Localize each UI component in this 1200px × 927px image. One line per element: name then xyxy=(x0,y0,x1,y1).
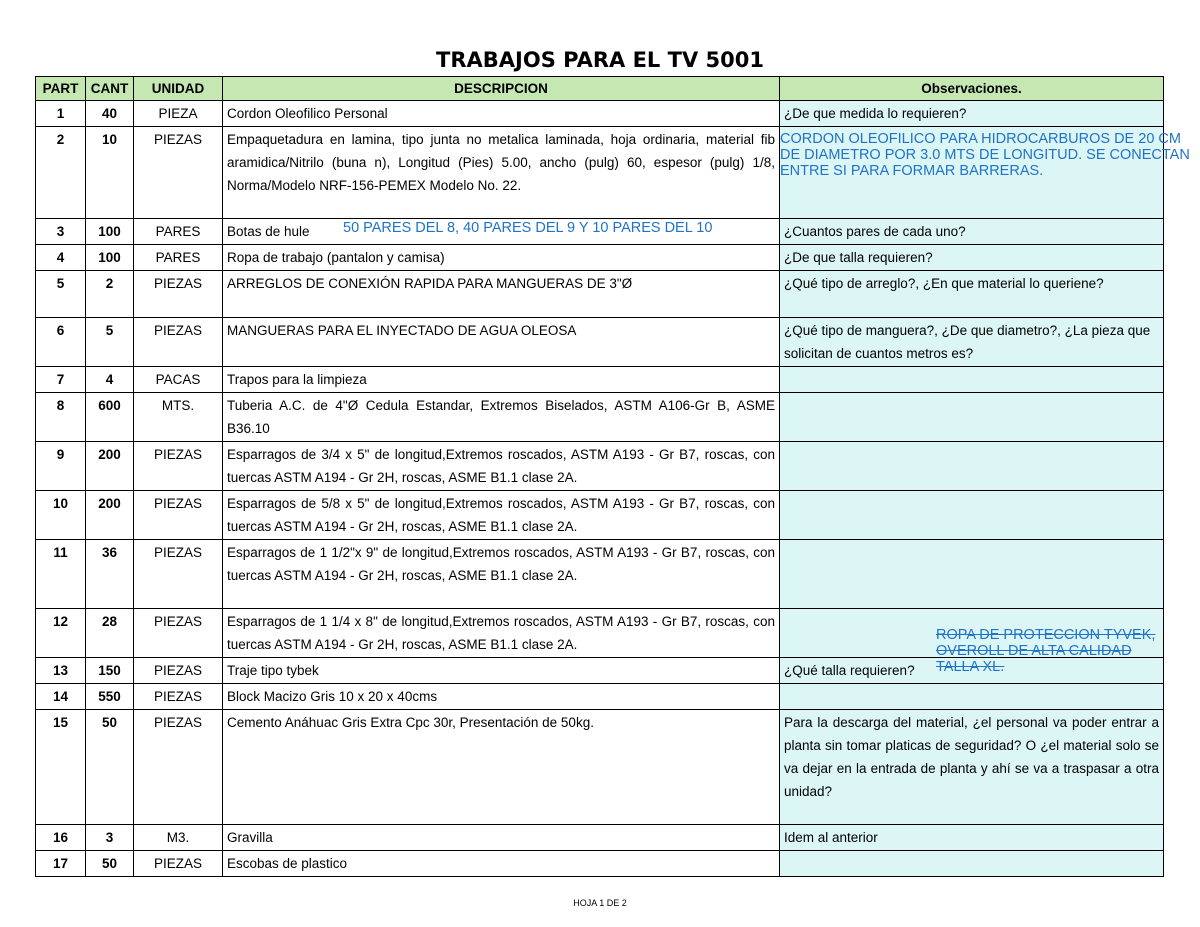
cell-part: 5 xyxy=(36,271,86,318)
cell-observaciones xyxy=(780,540,1164,609)
cell-cant: 600 xyxy=(86,393,134,442)
cell-descripcion: Tuberia A.C. de 4"Ø Cedula Estandar, Extremos Biselados, ASTM A106-Gr B, ASME B36.10 xyxy=(223,393,780,442)
header-observaciones: Observaciones. xyxy=(780,77,1164,101)
note-pares: 50 PARES DEL 8, 40 PARES DEL 9 Y 10 PARES DEL 10 xyxy=(343,220,713,236)
header-cant: CANT xyxy=(86,77,134,101)
cell-unidad: PARES xyxy=(134,245,223,271)
header-unidad: UNIDAD xyxy=(134,77,223,101)
table-row xyxy=(36,393,1164,442)
cell-observaciones: ¿Qué talla requieren? xyxy=(780,658,1164,684)
cell-cant: 550 xyxy=(86,684,134,710)
cell-cant: 100 xyxy=(86,245,134,271)
cell-unidad: MTS. xyxy=(134,393,223,442)
cell-part: 11 xyxy=(36,540,86,609)
header-row xyxy=(36,77,1164,101)
cell-descripcion: Empaquetadura en lamina, tipo junta no metalica laminada, hoja ordinaria, material fib aramidica/Nitrilo (buna n), Longitud (Pies) 5.00, ancho (pulg) 60, espesor (pulg) 1/8, Norma/Modelo NRF-156-PEMEX Modelo No. 22. xyxy=(223,127,780,219)
table-row xyxy=(36,684,1164,710)
cell-cant: 28 xyxy=(86,609,134,658)
table-row xyxy=(36,101,1164,127)
items-table xyxy=(35,76,1164,877)
cell-cant: 4 xyxy=(86,367,134,393)
cell-observaciones xyxy=(780,367,1164,393)
cell-observaciones: Para la descarga del material, ¿el personal va poder entrar a planta sin tomar platicas de seguridad? O ¿el material solo se va dejar en la entrada de planta y ahí se va a traspasar a otra unidad? xyxy=(780,710,1164,825)
cell-part: 7 xyxy=(36,367,86,393)
cell-cant: 50 xyxy=(86,851,134,877)
cell-descripcion: Trapos para la limpieza xyxy=(223,367,780,393)
cell-descripcion: Escobas de plastico xyxy=(223,851,780,877)
cell-unidad: PIEZAS xyxy=(134,127,223,219)
cell-cant: 100 xyxy=(86,219,134,245)
table-row xyxy=(36,367,1164,393)
cell-descripcion: Esparragos de 1 1/2"x 9" de longitud,Extremos roscados, ASTM A193 - Gr B7, roscas, con tuercas ASTM A194 - Gr 2H, roscas, ASME B1.1 clase 2A. xyxy=(223,540,780,609)
cell-unidad: PACAS xyxy=(134,367,223,393)
cell-part: 15 xyxy=(36,710,86,825)
table-row xyxy=(36,710,1164,825)
cell-part: 14 xyxy=(36,684,86,710)
table-row xyxy=(36,442,1164,491)
cell-part: 12 xyxy=(36,609,86,658)
cell-part: 2 xyxy=(36,127,86,219)
table-row xyxy=(36,245,1164,271)
cell-cant: 36 xyxy=(86,540,134,609)
cell-observaciones: ¿Cuantos pares de cada uno? xyxy=(780,219,1164,245)
cell-cant: 3 xyxy=(86,825,134,851)
cell-descripcion: ARREGLOS DE CONEXIÓN RAPIDA PARA MANGUERAS DE 3"Ø xyxy=(223,271,780,318)
cell-part: 16 xyxy=(36,825,86,851)
cell-descripcion: MANGUERAS PARA EL INYECTADO DE AGUA OLEOSA xyxy=(223,318,780,367)
cell-observaciones: ¿Qué tipo de arreglo?, ¿En que material lo queriene? xyxy=(780,271,1164,318)
cell-part: 4 xyxy=(36,245,86,271)
cell-cant: 2 xyxy=(86,271,134,318)
header-descripcion: DESCRIPCION xyxy=(223,77,780,101)
table-row xyxy=(36,540,1164,609)
cell-descripcion: Traje tipo tybek xyxy=(223,658,780,684)
header-part: PART xyxy=(36,77,86,101)
cell-unidad: PIEZAS xyxy=(134,318,223,367)
note-cordon: CORDON OLEOFILICO PARA HIDROCARBUROS DE 20 CM DE DIAMETRO POR 3.0 MTS DE LONGITUD. SE CONECTAN ENTRE SI PARA FORMAR BARRERAS. xyxy=(780,131,1190,179)
cell-observaciones: ¿De que talla requieren? xyxy=(780,245,1164,271)
cell-part: 8 xyxy=(36,393,86,442)
cell-descripcion: Esparragos de 3/4 x 5" de longitud,Extremos roscados, ASTM A193 - Gr B7, roscas, con tuercas ASTM A194 - Gr 2H, roscas, ASME B1.1 clase 2A. xyxy=(223,442,780,491)
cell-observaciones xyxy=(780,851,1164,877)
cell-descripcion: Block Macizo Gris 10 x 20 x 40cms xyxy=(223,684,780,710)
cell-descripcion: Botas de hule xyxy=(223,219,780,245)
cell-part: 10 xyxy=(36,491,86,540)
cell-unidad: M3. xyxy=(134,825,223,851)
note-ropa: ROPA DE PROTECCION TYVEK, OVEROLL DE ALTA CALIDAD TALLA XL. xyxy=(936,627,1156,675)
cell-cant: 50 xyxy=(86,710,134,825)
cell-part: 6 xyxy=(36,318,86,367)
cell-unidad: PIEZAS xyxy=(134,658,223,684)
cell-part: 13 xyxy=(36,658,86,684)
cell-unidad: PIEZAS xyxy=(134,710,223,825)
cell-cant: 200 xyxy=(86,442,134,491)
cell-observaciones: Idem al anterior xyxy=(780,825,1164,851)
cell-observaciones xyxy=(780,442,1164,491)
cell-unidad: PIEZAS xyxy=(134,491,223,540)
cell-unidad: PIEZAS xyxy=(134,851,223,877)
cell-cant: 5 xyxy=(86,318,134,367)
cell-unidad: PIEZAS xyxy=(134,684,223,710)
cell-descripcion: Gravilla xyxy=(223,825,780,851)
cell-descripcion: Cordon Oleofilico Personal xyxy=(223,101,780,127)
cell-cant: 150 xyxy=(86,658,134,684)
cell-observaciones: ¿De que medida lo requieren? xyxy=(780,101,1164,127)
cell-observaciones xyxy=(780,393,1164,442)
table-row xyxy=(36,318,1164,367)
cell-unidad: PIEZAS xyxy=(134,442,223,491)
cell-observaciones xyxy=(780,684,1164,710)
cell-cant: 10 xyxy=(86,127,134,219)
cell-cant: 200 xyxy=(86,491,134,540)
cell-part: 9 xyxy=(36,442,86,491)
cell-part: 1 xyxy=(36,101,86,127)
cell-part: 17 xyxy=(36,851,86,877)
cell-unidad: PARES xyxy=(134,219,223,245)
cell-unidad: PIEZA xyxy=(134,101,223,127)
page-footer: HOJA 1 DE 2 xyxy=(573,898,627,908)
cell-unidad: PIEZAS xyxy=(134,540,223,609)
cell-cant: 40 xyxy=(86,101,134,127)
table-row xyxy=(36,271,1164,318)
cell-part: 3 xyxy=(36,219,86,245)
cell-descripcion: Esparragos de 1 1/4 x 8" de longitud,Extremos roscados, ASTM A193 - Gr B7, roscas, con tuercas ASTM A194 - Gr 2H, roscas, ASME B1.1 clase 2A. xyxy=(223,609,780,658)
cell-descripcion: Esparragos de 5/8 x 5" de longitud,Extremos roscados, ASTM A193 - Gr B7, roscas, con tuercas ASTM A194 - Gr 2H, roscas, ASME B1.1 clase 2A. xyxy=(223,491,780,540)
cell-unidad: PIEZAS xyxy=(134,271,223,318)
cell-observaciones: ¿Qué tipo de manguera?, ¿De que diametro?, ¿La pieza que solicitan de cuantos metros es? xyxy=(780,318,1164,367)
cell-observaciones xyxy=(780,491,1164,540)
table-row xyxy=(36,491,1164,540)
cell-descripcion: Ropa de trabajo (pantalon y camisa) xyxy=(223,245,780,271)
cell-descripcion: Cemento Anáhuac Gris Extra Cpc 30r, Presentación de 50kg. xyxy=(223,710,780,825)
cell-unidad: PIEZAS xyxy=(134,609,223,658)
table-row xyxy=(36,825,1164,851)
table-row xyxy=(36,851,1164,877)
document-title: TRABAJOS PARA EL TV 5001 xyxy=(436,48,764,72)
